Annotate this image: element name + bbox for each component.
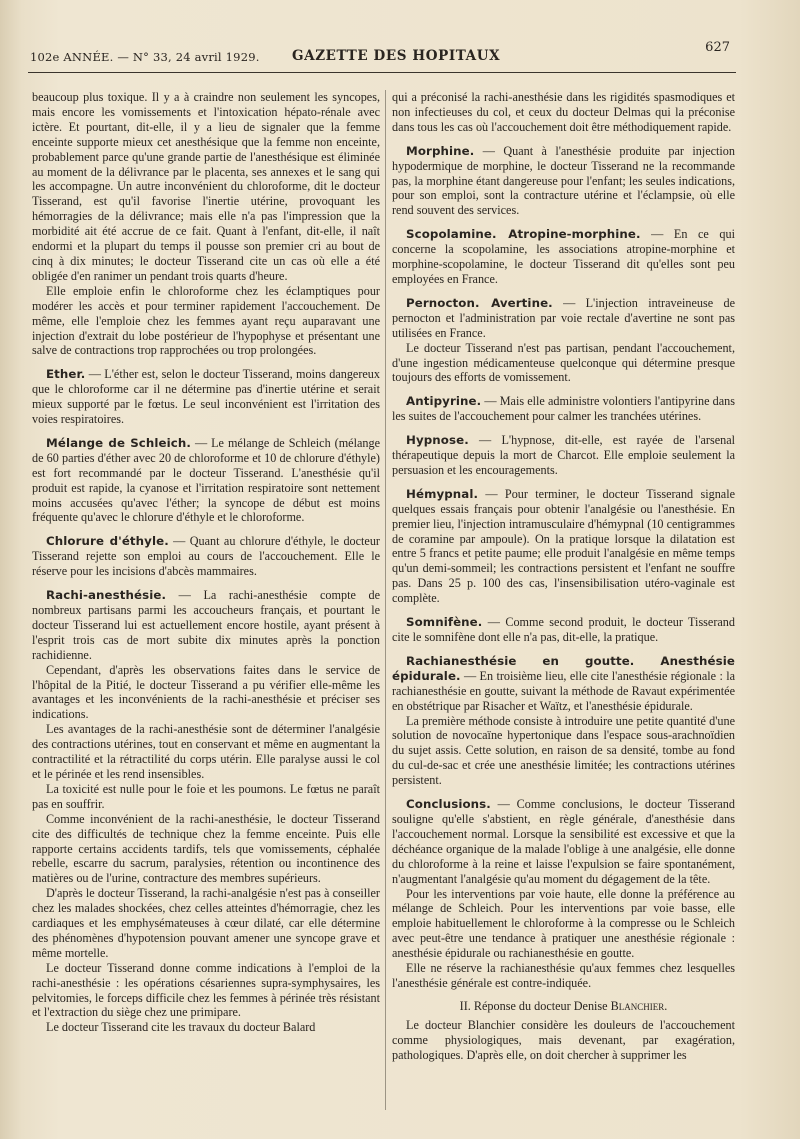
section-paragraph <box>392 296 735 341</box>
section-heading: Morphine. <box>406 143 475 158</box>
section-paragraph <box>32 588 380 663</box>
paragraph-text: Le docteur Tisserand cite les travaux du docteur Balard <box>46 1020 316 1035</box>
page-number: 627 <box>705 40 730 55</box>
paragraph-text: — L'éther est, selon le docteur Tisserand, moins dangereux que le chloroforme car il ne détermine pas d'inertie utérine et serait mieux supporté par le fœtus. Le seul inconvénient est l'irritation des voies respiratoires. <box>32 367 380 427</box>
paragraph-text: La première méthode consiste à introduire une petite quantité d'une solution de novocaïne hypertonique dans l'espace sous-arachnoïdien du sujet assis. Cette solution, en raison de sa densité, tombe au fond du cul-de-sac et crée une anesthésie limitée; les contractions utérines persistent. <box>392 713 735 788</box>
subsection-title-suffix: . <box>664 998 668 1013</box>
section-heading: Chlorure d'éthyle. <box>46 534 169 549</box>
section-paragraph <box>392 487 735 606</box>
paragraph <box>32 886 380 961</box>
paragraph <box>32 722 380 782</box>
paragraph-text: Le docteur Tisserand n'est pas partisan, pendant l'accouchement, d'une ingestion médicamenteuse quelconque qui détermine presque toujours des efforts de vomissement. <box>392 340 735 385</box>
section-paragraph <box>392 227 735 287</box>
section-paragraph <box>392 654 735 714</box>
section-heading: Pernocton. Avertine. <box>406 295 553 310</box>
paragraph-text: beaucoup plus toxique. Il y a à craindre non seulement les syncopes, mais encore les vomissements et l'intoxication hépato-rénale avec ictère. Et pourtant, dit-elle, il y a lieu de signaler que la femme enceinte supporte mieux cet anesthésique que la femme non enceinte, probablement parce qu'une grande partie de l'anesthésique est éliminée au moment de la délivrance par le placenta, ses annexes et le sang qui les accompagne. Un autre inconvénient du chloroforme, dit le docteur Tisserand, est qu'il favorise l'inertie utérine, provoquant les hémorragies de la délivrance; mais elle n'a pas l'impression que la morbidité ait été accrue de ce fait. Quant à l'enfant, dit-elle, il naît endormi et la plupart du temps il pousse son premier cri au bout de cinq à dix minutes; le docteur Tisserand cite un cas où elle a été obligée d'en ranimer un pendant trois quarts d'heure. <box>32 90 380 283</box>
right-column <box>392 90 735 1062</box>
paragraph-text: qui a préconisé la rachi-anesthésie dans les rigidités spasmodiques et non infectieuses du col, et ceux du docteur Delmas qui la préconise dans tous les cas où l'accouchement doit être méthodiquement rapide. <box>392 90 735 134</box>
section-heading: Rachianesthésie en goutte. Anesthésie épidurale. <box>392 653 735 683</box>
paragraph-text: Cependant, d'après les observations faites dans le service de l'hôpital de la Pitié, le docteur Tisserand a pu vérifier elle-même les avantages et les inconvénients de la rachi-anesthésie et préciser ses indications. <box>32 662 380 722</box>
paragraph <box>392 341 735 386</box>
paragraph <box>392 961 735 991</box>
paragraph-text: Le docteur Blanchier considère les douleurs de l'accouchement comme physiologiques, mais devenant, par exagération, pathologiques. D'après elle, on doit chercher à supprimer les <box>392 1017 735 1062</box>
section-heading: Conclusions. <box>406 797 491 812</box>
section-heading: Antipyrine. <box>406 394 482 409</box>
paragraph-text: — En troisième lieu, elle cite l'anesthésie régionale : la rachianesthésie en goutte, suivant la méthode de Ravaut expérimentée en obstétrique par Risacher et Waïtz, et l'anesthésie épidurale. <box>392 668 735 713</box>
header-rule <box>28 72 736 73</box>
paragraph-text: Elle emploie enfin le chloroforme chez les éclamptiques pour modérer les accès et pour terminer rapidement l'accouchement. De même, elle l'emploie chez les femmes ayant reçu auparavant une injection d'extrait du lobe postérieur de l'hypophyse et présentant une salve de contractions trop rapprochées ou trop prolongées. <box>32 283 380 358</box>
section-paragraph <box>392 797 735 886</box>
paragraph <box>392 714 735 789</box>
paragraph-text: — Quant à l'anesthésie produite par injection hypodermique de morphine, le docteur Tisserand ne la recommande pas, la morphine étant dangereuse pour l'enfant; les seules indications, pour son emploi, sont la contracture utérine et l'éclampsie, où elle rend souvent des services. <box>392 143 735 218</box>
section-paragraph <box>32 534 380 579</box>
paragraph <box>32 1020 380 1035</box>
paragraph-text: Les avantages de la rachi-anesthésie sont de déterminer l'analgésie des contractions utérines, tout en conservant et même en augmentant la contractilité et la rétractilité du corps utérin. Elle paralyse aussi le col et le périnée et les rend insensibles. <box>32 722 380 781</box>
paragraph <box>392 1018 735 1063</box>
paragraph <box>32 961 380 1021</box>
section-paragraph <box>392 433 735 478</box>
paragraph-text: — Comme conclusions, le docteur Tisserand souligne qu'elle s'abstient, en règle générale, d'anesthésie dans l'accouchement normal. Lorsque la sensibilité est excessive et que la déchéance organique de la malade l'oblige à une analgésie, elle donne du chloroforme à la reine et laisse l'expulsion se faire spontanément, n'augmentant l'analgésie qu'au moment du dégagement de la tête. <box>392 797 735 886</box>
paragraph-text: — Quant au chlorure d'éthyle, le docteur Tisserand rejette son emploi au cours de l'accouchement. Elle le réserve pour les incisions d'abcès mammaires. <box>32 534 380 579</box>
section-heading: Hémypnal. <box>406 486 479 501</box>
section-heading: Mélange de Schleich. <box>46 435 191 450</box>
paragraph-text: Le docteur Tisserand donne comme indications à l'emploi de la rachi-anesthésie : les opérations césariennes supra-symphysaires, les pelvitomies, le forceps difficile chez les femmes à périnée très résistant et l'extraction du siège chez une primipare. <box>32 960 380 1020</box>
section-paragraph <box>392 144 735 219</box>
paragraph <box>32 663 380 723</box>
journal-title: GAZETTE DES HOPITAUX <box>292 48 501 64</box>
subsection-title <box>392 999 735 1014</box>
issue-info: 102e ANNÉE. — N° 33, 24 avril 1929. <box>30 50 260 64</box>
paragraph <box>32 284 380 359</box>
paragraph <box>32 782 380 812</box>
paragraph-text: Comme inconvénient de la rachi-anesthésie, le docteur Tisserand cite des difficultés de technique chez la femme enceinte. Puis elle rapporte certains accidents tardifs, tels que vomissements, céphalée rebelle, escarre du sacrum, paralysies, rétention ou incontinence des matières ou de l'urine, contracture des membres supérieurs. <box>32 811 380 886</box>
paragraph <box>32 812 380 887</box>
paragraph-text: — L'hypnose, dit-elle, est rayée de l'arsenal thérapeutique depuis la mort de Charcot. Elle emploie seulement la persuasion et les encouragements. <box>392 433 735 477</box>
paragraph-text: — L'injection intraveineuse de pernocton et l'administration par voie rectale d'avertine ne sont pas utilisées en France. <box>392 295 735 340</box>
paragraph-text: — Mais elle administre volontiers l'antipyrine dans les suites de l'accouchement pour calmer les tranchées utérines. <box>392 394 735 424</box>
paragraph-text: Pour les interventions par voie haute, elle donne la préférence au mélange de Schleich. Pour les interventions par voie basse, elle emploie habituellement le chloroforme à la compresse ou le Schleich avec peut-être une tendance à pratiquer une anesthésie régionale : anesthésie épidurale ou rachianesthésie en goutte. <box>392 886 735 961</box>
paragraph-text: — La rachi-anesthésie compte de nombreux partisans parmi les accoucheurs français, et pourtant le docteur Tisserand lui est actuellement encore hostile, ayant présent à l'esprit trois cas de mort subite dix minutes après la ponction rachidienne. <box>32 588 380 662</box>
paragraph-text: D'après le docteur Tisserand, la rachi-analgésie n'est pas à conseiller chez les malades shockées, chez celles atteintes d'hémorragie, chez les cardiaques et les emphysémateuses à cœur dilaté, car elle détermine des phénomènes d'hypotension pouvant amener une syncope grave et même mortelle. <box>32 886 380 960</box>
section-paragraph <box>32 367 380 427</box>
paragraph-text: — Comme second produit, le docteur Tisserand cite le somnifène dont elle n'a pas, dit-elle, la pratique. <box>392 615 735 644</box>
section-heading: Ether. <box>46 367 86 382</box>
paragraph-text: — Pour terminer, le docteur Tisserand signale quelques essais français pour obtenir l'analgésie ou l'anesthésie. En premier lieu, l'injection intramusculaire d'hémypnal (10 centigrammes de coramine par ampoule). On la pratique lorsque la dilatation est entre 5 francs et petite paume; elle produit l'analgésie en même temps qu'un demi-sommeil; les contractions persistent et l'enfant ne souffre pas. Dans 25 p. 100 des cas, l'insensibilisation utéro-vaginale est complète. <box>392 486 735 606</box>
subsection-title-prefix: II. Réponse du docteur Denise <box>459 998 611 1013</box>
paragraph-text: La toxicité est nulle pour le foie et les poumons. Le fœtus ne paraît pas en souffrir. <box>32 781 380 811</box>
author-name: Blanchier <box>610 998 665 1013</box>
paragraph-continued <box>392 90 735 135</box>
paragraph-continued <box>32 90 380 284</box>
page-header <box>30 40 730 70</box>
left-column <box>32 90 380 1035</box>
paragraph-text: Elle ne réserve la rachianesthésie qu'aux femmes chez lesquelles l'anesthésie générale est contre-indiquée. <box>392 961 735 990</box>
section-paragraph <box>32 436 380 525</box>
section-heading: Hypnose. <box>406 433 469 448</box>
section-heading: Scopolamine. Atropine-morphine. <box>406 227 641 242</box>
section-paragraph <box>392 394 735 424</box>
column-divider <box>385 90 386 1110</box>
paragraph-text: — Le mélange de Schleich (mélange de 60 parties d'éther avec 20 de chloroforme et 10 de chlorure d'éthyle) est fort recommandé par le docteur Tisserand. L'anesthésie qu'il produit est rapide, la cyanose et l'irritation respiratoire sont nettement moins accusées qu'avec l'éther; la syncope de début est moins fréquente qu'avec le chlorure d'éthyle et le chloroforme. <box>32 435 380 525</box>
section-heading: Somnifène. <box>406 615 483 630</box>
paragraph <box>392 887 735 962</box>
section-paragraph <box>392 615 735 645</box>
paragraph-text: — En ce qui concerne la scopolamine, les associations atropine-morphine et morphine-scopolamine, le docteur Tisserand dit qu'elles sont peu employées en France. <box>392 227 735 286</box>
section-heading: Rachi-anesthésie. <box>46 588 167 603</box>
